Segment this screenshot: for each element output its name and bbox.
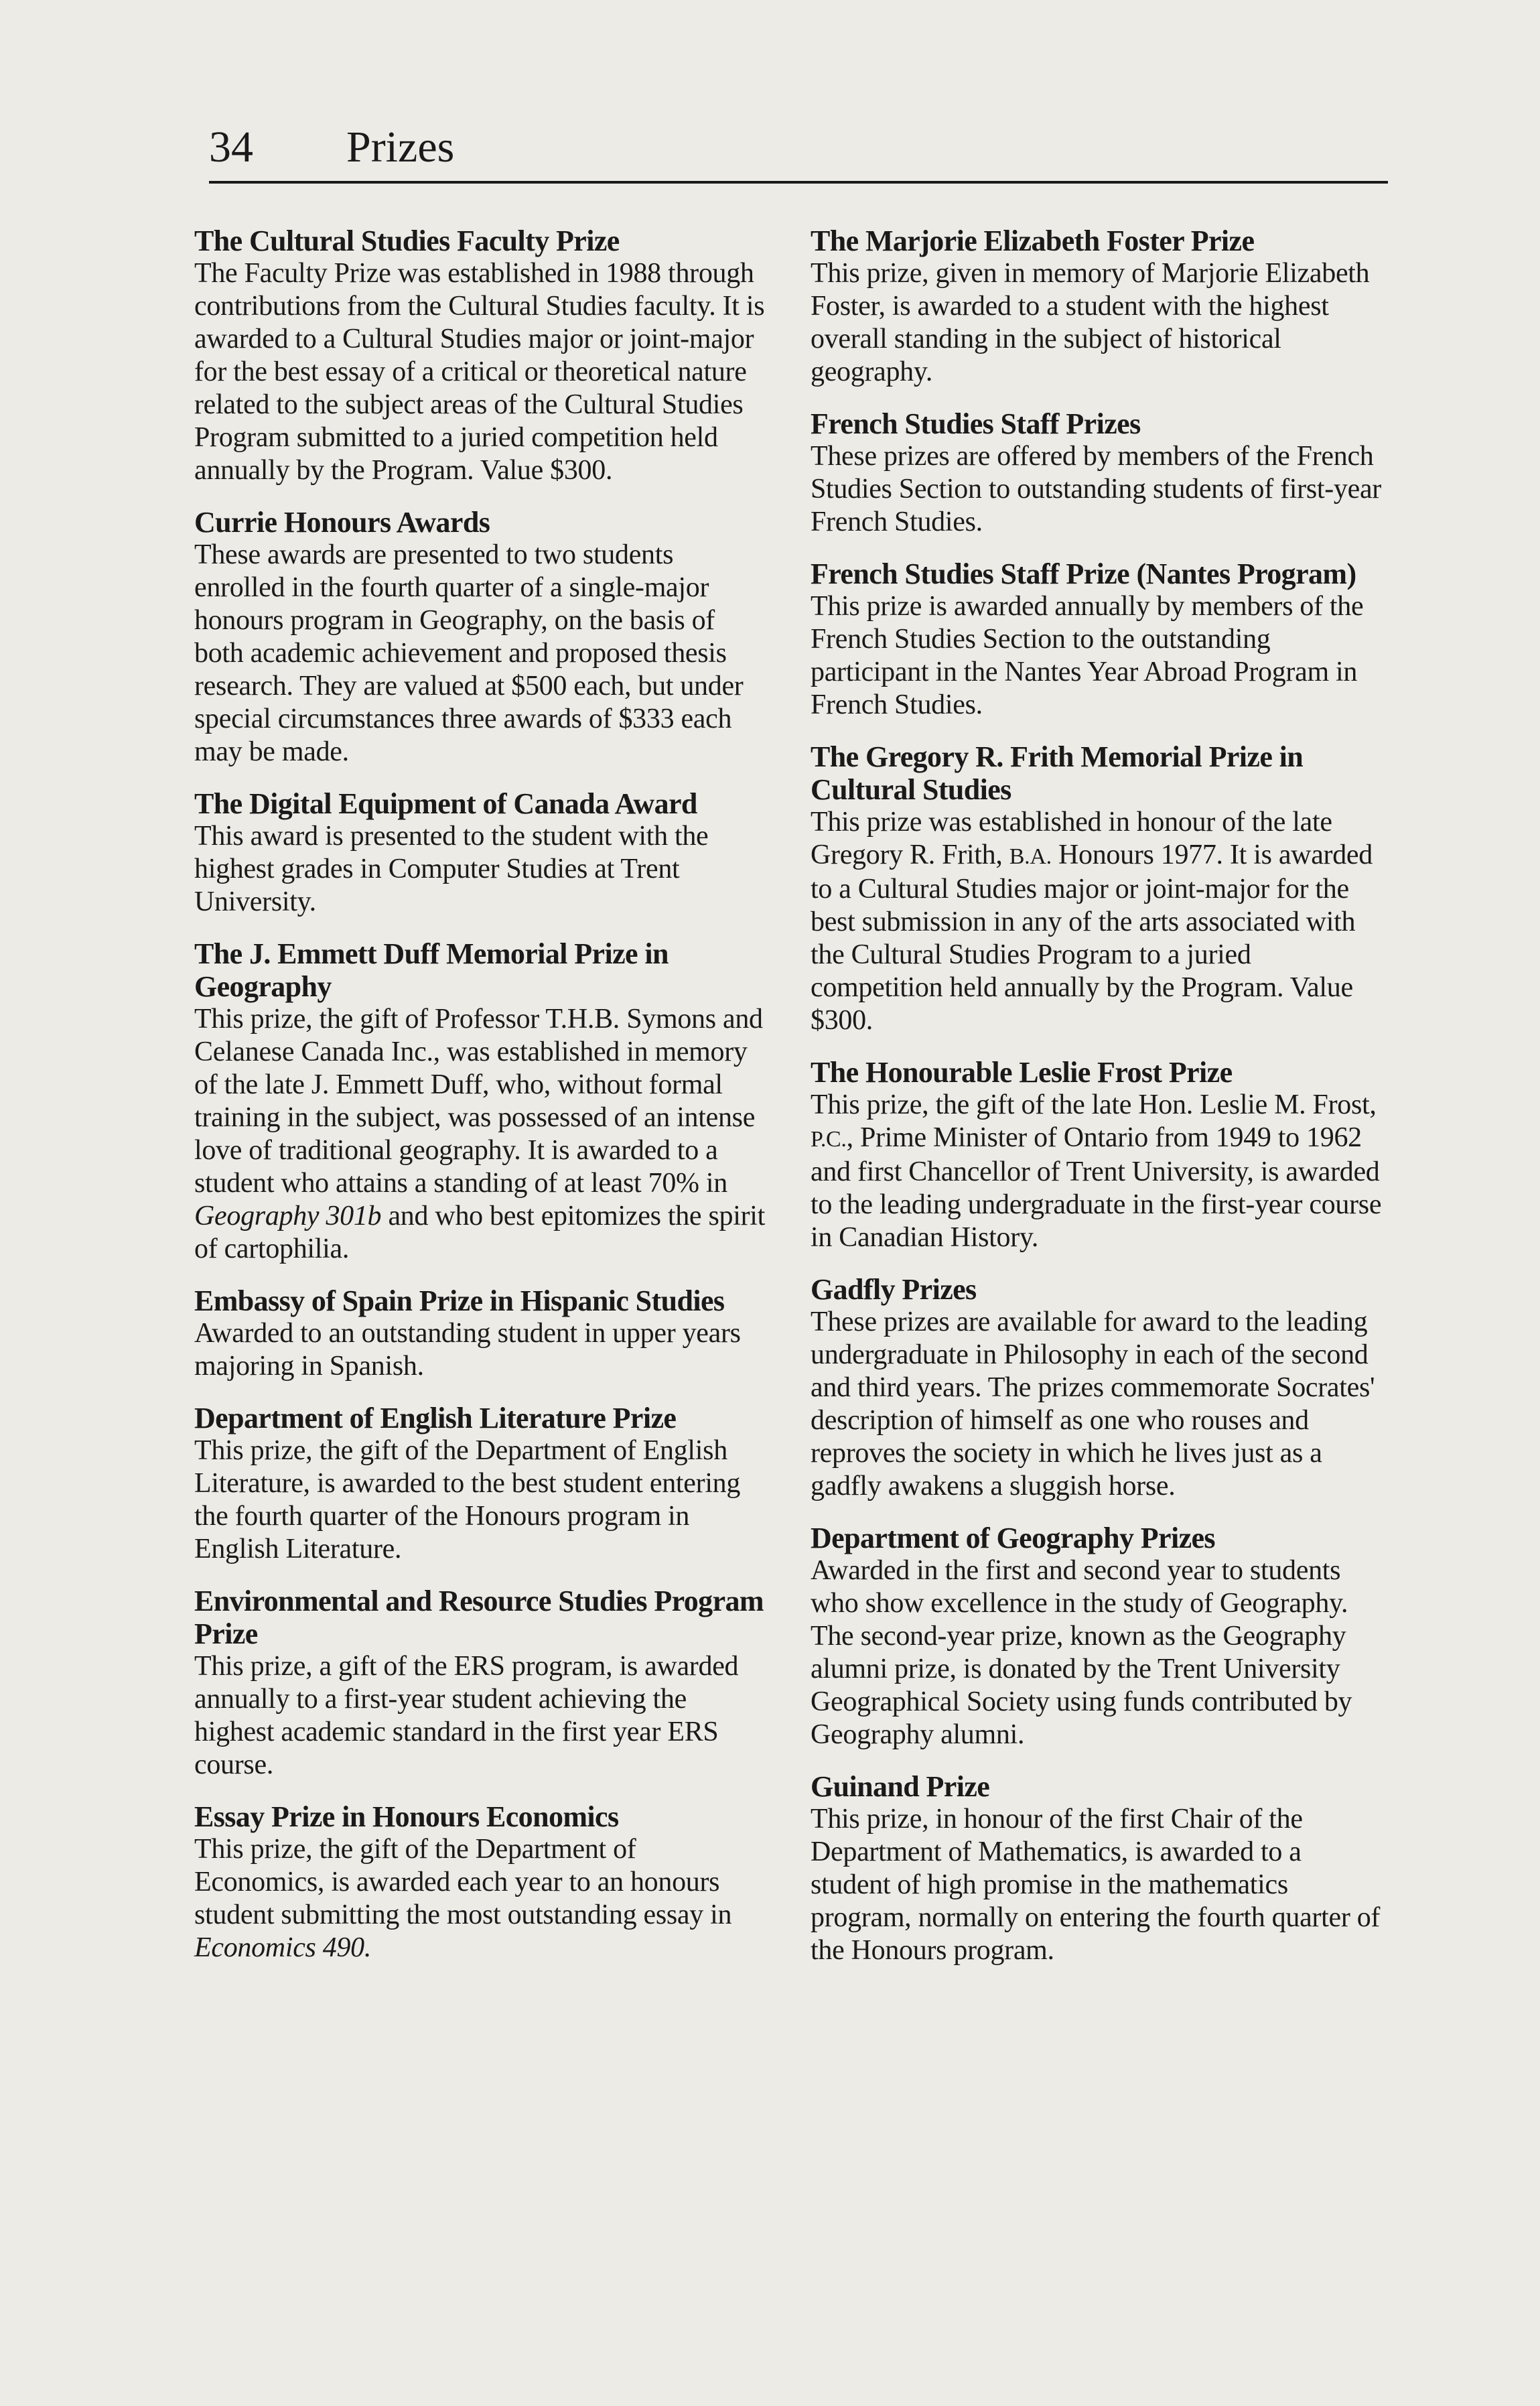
prize-title: Currie Honours Awards (194, 506, 490, 539)
prize-entry (194, 937, 770, 1266)
prize-description: These prizes are offered by members of the French Studies Section to outstanding students of first-year French Studies. (811, 441, 1381, 537)
prize-title: Environmental and Resource Studies Program Prize (194, 1585, 764, 1650)
prize-entry (811, 224, 1387, 389)
prize-entry (811, 1273, 1387, 1503)
description-text: This prize, the gift of Professor T.H.B. Symons and Celanese Canada Inc., was established in memory of the late J. Emmett Duff, who, without formal training in the subject, was possessed of an intense love of traditional geography. It is awarded to a student who attains a standing of at least 70% in (194, 1004, 763, 1199)
prize-description: Awarded in the first and second year to students who show excellence in the study of Geography. The second-year prize, known as the Geography alumni prize, is donated by the Trent University Geographical Society using funds contributed by Geography alumni. (811, 1555, 1352, 1750)
prize-entry (811, 1770, 1387, 1967)
prize-entry (811, 1056, 1387, 1254)
prize-entry (194, 1284, 770, 1383)
prize-title: Embassy of Spain Prize in Hispanic Studies (194, 1284, 725, 1317)
prize-description: These prizes are available for award to the leading undergraduate in Philosophy in each of the second and third years. The prizes commemorate Socrates' description of himself as one who rouses and reproves the society in which he lives just as a gadfly awakens a sluggish horse. (811, 1307, 1375, 1501)
prize-title: Guinand Prize (811, 1770, 990, 1803)
description-text: and who best epitomizes the spirit of cartophilia. (194, 1201, 765, 1264)
prize-title: Department of English Literature Prize (194, 1402, 677, 1434)
prize-description: This award is presented to the student with the highest grades in Computer Studies at Trent University. (194, 821, 709, 917)
page-header (209, 114, 1388, 188)
prize-entry (194, 1402, 770, 1566)
prize-description (194, 1833, 770, 1964)
prize-title: Gadfly Prizes (811, 1273, 977, 1306)
prize-description: This prize, in honour of the first Chair of the Department of Mathematics, is awarded to a student of high promise in the mathematics program, normally on entering the fourth quarter of the Honours program. (811, 1804, 1381, 1966)
prize-title: Essay Prize in Honours Economics (194, 1800, 619, 1833)
prize-entry (194, 787, 770, 919)
prize-title: French Studies Staff Prizes (811, 407, 1141, 440)
course-name: Geography 301b (194, 1201, 382, 1231)
prize-description (194, 1003, 770, 1266)
prize-description: Awarded to an outstanding student in upper years majoring in Spanish. (194, 1318, 741, 1382)
prize-title: The Digital Equipment of Canada Award (194, 787, 697, 820)
prize-title: The Gregory R. Frith Memorial Prize in Cultural Studies (811, 740, 1304, 806)
prize-title: The Marjorie Elizabeth Foster Prize (811, 224, 1255, 257)
prize-description: This prize, the gift of the Department of English Literature, is awarded to the best student entering the fourth quarter of the Honours program in English Literature. (194, 1435, 741, 1564)
prize-description: These awards are presented to two students enrolled in the fourth quarter of a single-major honours program in Geography, on the basis of both academic achievement and proposed thesis research. They are valued at $500 each, but under special circumstances three awards of $333 each may be made. (194, 539, 744, 767)
prize-description: This prize, given in memory of Marjorie Elizabeth Foster, is awarded to a student with the highest overall standing in the subject of historical geography. (811, 258, 1370, 387)
prize-entry (194, 1585, 770, 1782)
page-number: 34 (209, 123, 253, 172)
prize-entry (811, 740, 1387, 1037)
prize-entry (194, 224, 770, 487)
prize-entry (811, 1522, 1387, 1751)
description-text: Honours 1977. It is awarded to a Cultural Studies major or joint-major for the best submission in any of the arts associated with the Cultural Studies Program to a juried competition held annually by the Program. Value $300. (811, 840, 1373, 1036)
description-text: This prize, the gift of the Department of Economics, is awarded each year to an honours student submitting the most outstanding essay in (194, 1834, 732, 1930)
prize-entry (194, 1800, 770, 1964)
prize-entry (811, 407, 1387, 539)
left-column (194, 224, 770, 1983)
prize-title: The Cultural Studies Faculty Prize (194, 224, 620, 257)
prize-description (811, 806, 1387, 1037)
prize-title: French Studies Staff Prize (Nantes Program) (811, 557, 1356, 590)
honorific-abbreviation: P.C. (811, 1127, 847, 1152)
degree-abbreviation: B.A. (1009, 844, 1052, 869)
header-rule (209, 181, 1388, 184)
description-text: This prize was established in honour of the late Gregory R. Frith, (811, 807, 1332, 870)
prize-entry (194, 506, 770, 768)
prize-title: Department of Geography Prizes (811, 1522, 1215, 1554)
prize-description: This prize is awarded annually by members of the French Studies Section to the outstanding participant in the Nantes Year Abroad Program in French Studies. (811, 591, 1364, 720)
description-text: This prize, the gift of the late Hon. Leslie M. Frost, (811, 1089, 1377, 1120)
prize-description: This prize, a gift of the ERS program, is awarded annually to a first-year student achieving the highest academic standard in the first year ERS course. (194, 1651, 739, 1780)
prize-title: The Honourable Leslie Frost Prize (811, 1056, 1233, 1089)
description-text: , Prime Minister of Ontario from 1949 to 1962 and first Chancellor of Trent University, is awarded to the leading undergraduate in the first-year course in Canadian History. (811, 1122, 1382, 1253)
prize-entry (811, 557, 1387, 722)
right-column (811, 224, 1387, 1986)
course-name: Economics 490. (194, 1932, 372, 1963)
section-title: Prizes (346, 123, 455, 172)
prize-description: The Faculty Prize was established in 1988 through contributions from the Cultural Studies faculty. It is awarded to a Cultural Studies major or joint-major for the best essay of a critical or theoretical nature related to the subject areas of the Cultural Studies Program submitted to a juried competition held annually by the Program. Value $300. (194, 258, 765, 486)
prize-title: The J. Emmett Duff Memorial Prize in Geography (194, 937, 669, 1003)
prize-description (811, 1089, 1387, 1254)
